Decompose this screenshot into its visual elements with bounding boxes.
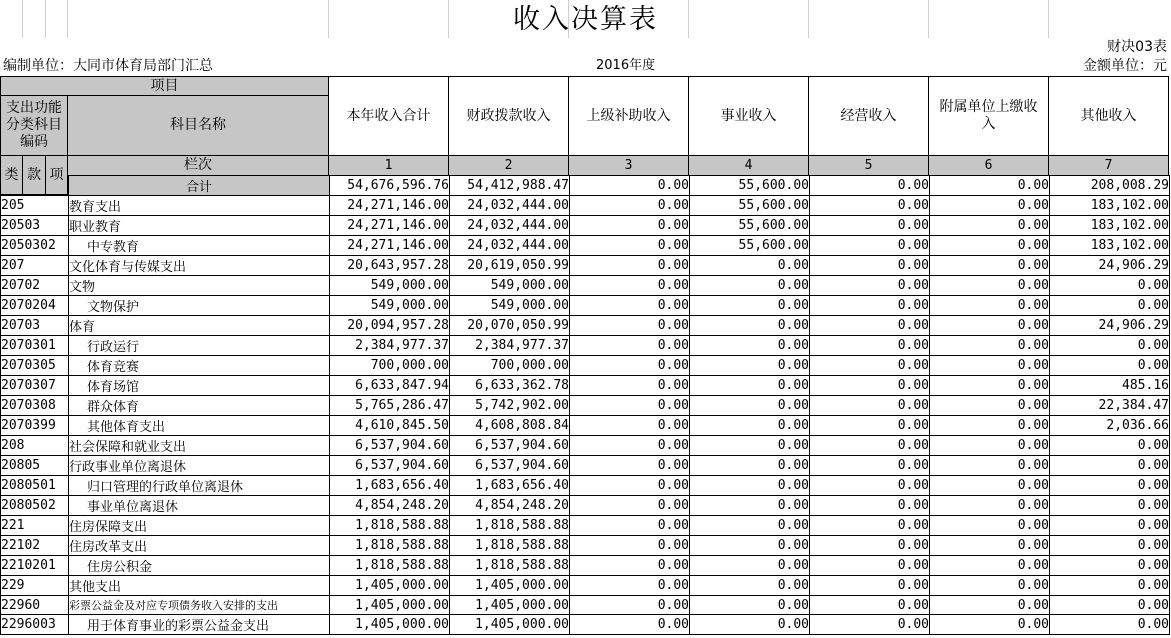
amount-cell: 0.00 [930, 456, 1050, 476]
amount-cell: 0.00 [930, 516, 1050, 536]
amount-cell: 2,036.66 [1050, 416, 1170, 436]
subject-name: 住房公积金 [69, 556, 330, 576]
subject-code: 207 [1, 256, 69, 276]
amount-cell: 0.00 [570, 376, 690, 396]
amount-cell: 0.00 [570, 476, 690, 496]
amount-cell: 1,683,656.40 [330, 476, 450, 496]
amount-cell: 0.00 [690, 256, 810, 276]
table-row [1, 316, 1170, 336]
amount-cell: 0.00 [810, 556, 930, 576]
amount-cell: 0.00 [570, 356, 690, 376]
amount-cell: 0.00 [930, 416, 1050, 436]
amount-cell: 0.00 [570, 496, 690, 516]
table-row [1, 356, 1170, 376]
total-label: 合计 [69, 176, 330, 196]
amount-cell: 1,818,588.88 [330, 516, 450, 536]
amount-cell: 0.00 [930, 336, 1050, 356]
amount-cell: 0.00 [810, 615, 930, 635]
amount-cell: 22,384.47 [1050, 396, 1170, 416]
amount-cell: 24,032,444.00 [450, 236, 570, 256]
amount-cell: 1,405,000.00 [330, 576, 450, 596]
table-code: 财决03表 [1107, 39, 1167, 55]
header-col-total-income: 本年收入合计 [328, 76, 449, 156]
amount-cell: 0.00 [570, 615, 690, 635]
header-item: 项目 [0, 76, 329, 96]
total-row [1, 176, 1170, 196]
amount-cell: 55,600.00 [690, 196, 810, 216]
amount-cell: 5,742,902.00 [450, 396, 570, 416]
amount-cell: 0.00 [810, 336, 930, 356]
col-number: 4 [688, 155, 809, 176]
subject-name: 事业单位离退休 [69, 496, 330, 516]
subject-name: 归口管理的行政单位离退休 [69, 476, 330, 496]
amount-cell: 24,906.29 [1050, 256, 1170, 276]
amount-cell: 0.00 [930, 216, 1050, 236]
table-row [1, 536, 1170, 556]
subject-name: 体育竞赛 [69, 356, 330, 376]
subject-name: 体育场馆 [69, 376, 330, 396]
table-row [1, 396, 1170, 416]
amount-cell: 0.00 [570, 576, 690, 596]
amount-cell: 6,537,904.60 [330, 456, 450, 476]
amount-cell: 1,818,588.88 [330, 536, 450, 556]
subject-code: 20805 [1, 456, 69, 476]
col-number: 3 [568, 155, 689, 176]
amount-cell: 0.00 [1050, 615, 1170, 635]
amount-cell: 0.00 [810, 576, 930, 596]
amount-cell: 0.00 [690, 416, 810, 436]
amount-cell: 0.00 [1050, 536, 1170, 556]
amount-cell: 0.00 [690, 536, 810, 556]
header-col-other-income: 其他收入 [1048, 76, 1169, 156]
table-row [1, 615, 1170, 635]
amount-cell: 0.00 [930, 256, 1050, 276]
amount-cell: 6,537,904.60 [330, 436, 450, 456]
table-row [1, 496, 1170, 516]
amount-cell: 0.00 [1050, 276, 1170, 296]
fiscal-year: 2016年度 [596, 58, 656, 73]
amount-cell: 0.00 [930, 476, 1050, 496]
subject-code: 2070399 [1, 416, 69, 436]
amount-cell: 0.00 [690, 316, 810, 336]
amount-cell: 700,000.00 [330, 356, 450, 376]
subject-name: 体育 [69, 316, 330, 336]
table-row [1, 456, 1170, 476]
amount-cell: 0.00 [930, 396, 1050, 416]
amount-cell: 0.00 [930, 556, 1050, 576]
amount-cell: 0.00 [810, 456, 930, 476]
table-row [1, 556, 1170, 576]
amount-cell: 1,818,588.88 [450, 556, 570, 576]
subject-code: 208 [1, 436, 69, 456]
subject-name: 行政运行 [69, 336, 330, 356]
amount-cell: 0.00 [690, 376, 810, 396]
col-number: 7 [1048, 155, 1169, 176]
amount-cell: 0.00 [810, 396, 930, 416]
table-row [1, 336, 1170, 356]
amount-cell: 0.00 [690, 596, 810, 615]
amount-cell: 2,384,977.37 [330, 336, 450, 356]
amount-cell: 0.00 [810, 376, 930, 396]
amount-cell: 0.00 [930, 596, 1050, 615]
amount-cell: 1,405,000.00 [450, 576, 570, 596]
table-row [1, 596, 1170, 615]
amount-cell: 0.00 [810, 236, 930, 256]
amount-cell: 0.00 [570, 296, 690, 316]
subject-code: 2070301 [1, 336, 69, 356]
amount-cell: 0.00 [690, 336, 810, 356]
amount-cell: 0.00 [930, 615, 1050, 635]
amount-cell: 0.00 [570, 316, 690, 336]
table-row [1, 296, 1170, 316]
amount-cell: 0.00 [690, 496, 810, 516]
subject-name: 社会保障和就业支出 [69, 436, 330, 456]
table-row [1, 436, 1170, 456]
header-col-superior-subsidy: 上级补助收入 [568, 76, 689, 156]
subject-name: 文化体育与传媒支出 [69, 256, 330, 276]
amount-cell: 0.00 [930, 496, 1050, 516]
spacer-cell [1, 176, 69, 196]
amount-cell: 0.00 [810, 276, 930, 296]
col-number: 5 [808, 155, 929, 176]
subject-code: 20703 [1, 316, 69, 336]
subject-name: 住房保障支出 [69, 516, 330, 536]
amount-cell: 0.00 [810, 296, 930, 316]
subject-code: 22102 [1, 536, 69, 556]
subject-name: 住房改革支出 [69, 536, 330, 556]
table-row [1, 216, 1170, 236]
amount-cell: 0.00 [570, 516, 690, 536]
subject-code: 2070308 [1, 396, 69, 416]
amount-cell: 4,610,845.50 [330, 416, 450, 436]
amount-cell: 1,405,000.00 [450, 596, 570, 615]
amount-cell: 0.00 [1050, 456, 1170, 476]
amount-cell: 0.00 [570, 596, 690, 615]
amount-cell: 1,818,588.88 [450, 516, 570, 536]
page-title: 收入决算表 [513, 4, 658, 35]
amount-cell: 6,537,904.60 [450, 456, 570, 476]
amount-cell: 0.00 [1050, 436, 1170, 456]
header-col-business-income: 事业收入 [688, 76, 809, 156]
money-unit: 金额单位：元 [1083, 58, 1167, 74]
subject-code: 229 [1, 576, 69, 596]
col-number: 1 [328, 155, 449, 176]
total-value: 55,600.00 [690, 176, 810, 196]
subject-code: 2080502 [1, 496, 69, 516]
amount-cell: 1,405,000.00 [330, 615, 450, 635]
amount-cell: 0.00 [930, 296, 1050, 316]
subject-code: 2050302 [1, 236, 69, 256]
amount-cell: 0.00 [810, 476, 930, 496]
total-value: 54,676,596.76 [330, 176, 450, 196]
amount-cell: 24,271,146.00 [330, 236, 450, 256]
subject-code: 2070307 [1, 376, 69, 396]
subject-code: 20503 [1, 216, 69, 236]
amount-cell: 0.00 [810, 196, 930, 216]
subject-name: 其他体育支出 [69, 416, 330, 436]
amount-cell: 0.00 [690, 556, 810, 576]
amount-cell: 0.00 [930, 436, 1050, 456]
amount-cell: 0.00 [810, 356, 930, 376]
amount-cell: 1,818,588.88 [450, 536, 570, 556]
amount-cell: 0.00 [1050, 336, 1170, 356]
amount-cell: 0.00 [570, 456, 690, 476]
amount-cell: 0.00 [690, 516, 810, 536]
amount-cell: 20,643,957.28 [330, 256, 450, 276]
amount-cell: 0.00 [570, 236, 690, 256]
total-value: 54,412,988.47 [450, 176, 570, 196]
amount-cell: 549,000.00 [450, 276, 570, 296]
amount-cell: 0.00 [930, 316, 1050, 336]
subject-code: 2080501 [1, 476, 69, 496]
header-col-fiscal-allocation: 财政拨款收入 [448, 76, 569, 156]
income-table [0, 175, 1170, 635]
amount-cell: 549,000.00 [450, 296, 570, 316]
amount-cell: 183,102.00 [1050, 196, 1170, 216]
amount-cell: 1,683,656.40 [450, 476, 570, 496]
amount-cell: 0.00 [570, 416, 690, 436]
amount-cell: 5,765,286.47 [330, 396, 450, 416]
subject-name: 用于体育事业的彩票公益金支出 [69, 615, 330, 635]
table-row [1, 256, 1170, 276]
amount-cell: 485.16 [1050, 376, 1170, 396]
subject-name: 职业教育 [69, 216, 330, 236]
total-value: 208,008.29 [1050, 176, 1170, 196]
amount-cell: 2,384,977.37 [450, 336, 570, 356]
amount-cell: 0.00 [570, 436, 690, 456]
amount-cell: 24,271,146.00 [330, 196, 450, 216]
amount-cell: 0.00 [570, 536, 690, 556]
header-col-seq: 栏次 [67, 155, 329, 176]
amount-cell: 0.00 [690, 615, 810, 635]
total-value: 0.00 [930, 176, 1050, 196]
subject-code: 2070204 [1, 296, 69, 316]
subject-name: 中专教育 [69, 236, 330, 256]
amount-cell: 0.00 [1050, 576, 1170, 596]
amount-cell: 0.00 [690, 576, 810, 596]
amount-cell: 0.00 [690, 436, 810, 456]
table-row [1, 516, 1170, 536]
amount-cell: 4,608,808.84 [450, 416, 570, 436]
col-number: 6 [928, 155, 1049, 176]
amount-cell: 0.00 [570, 556, 690, 576]
reporting-unit: 编制单位：大同市体育局部门汇总 [3, 58, 213, 74]
amount-cell: 0.00 [810, 256, 930, 276]
amount-cell: 0.00 [810, 496, 930, 516]
amount-cell: 0.00 [690, 476, 810, 496]
subject-name: 群众体育 [69, 396, 330, 416]
amount-cell: 0.00 [570, 276, 690, 296]
amount-cell: 1,405,000.00 [450, 615, 570, 635]
amount-cell: 0.00 [1050, 476, 1170, 496]
amount-cell: 0.00 [690, 356, 810, 376]
amount-cell: 4,854,248.20 [330, 496, 450, 516]
amount-cell: 0.00 [1050, 356, 1170, 376]
amount-cell: 20,619,050.99 [450, 256, 570, 276]
amount-cell: 549,000.00 [330, 276, 450, 296]
table-body [1, 176, 1170, 635]
subject-code: 2070305 [1, 356, 69, 376]
amount-cell: 0.00 [690, 456, 810, 476]
amount-cell: 0.00 [1050, 496, 1170, 516]
subject-code: 205 [1, 196, 69, 216]
amount-cell: 0.00 [690, 296, 810, 316]
amount-cell: 20,094,957.28 [330, 316, 450, 336]
col-number: 2 [448, 155, 569, 176]
amount-cell: 6,633,362.78 [450, 376, 570, 396]
amount-cell: 1,405,000.00 [330, 596, 450, 615]
table-row [1, 236, 1170, 256]
header-func-code: 支出功能分类科目编码 [0, 95, 68, 156]
header-kuan: 款 [22, 155, 46, 195]
amount-cell: 0.00 [810, 436, 930, 456]
table-row [1, 376, 1170, 396]
header-col-operating-income: 经营收入 [808, 76, 929, 156]
total-value: 0.00 [570, 176, 690, 196]
subject-name: 教育支出 [69, 196, 330, 216]
amount-cell: 20,070,050.99 [450, 316, 570, 336]
amount-cell: 549,000.00 [330, 296, 450, 316]
subject-name: 文物保护 [69, 296, 330, 316]
amount-cell: 0.00 [930, 576, 1050, 596]
subject-name: 其他支出 [69, 576, 330, 596]
amount-cell: 0.00 [930, 536, 1050, 556]
amount-cell: 0.00 [810, 216, 930, 236]
amount-cell: 183,102.00 [1050, 236, 1170, 256]
amount-cell: 1,818,588.88 [330, 556, 450, 576]
amount-cell: 24,906.29 [1050, 316, 1170, 336]
amount-cell: 24,271,146.00 [330, 216, 450, 236]
amount-cell: 0.00 [690, 276, 810, 296]
table-row [1, 576, 1170, 596]
amount-cell: 0.00 [930, 236, 1050, 256]
amount-cell: 0.00 [930, 276, 1050, 296]
amount-cell: 4,854,248.20 [450, 496, 570, 516]
amount-cell: 0.00 [570, 336, 690, 356]
amount-cell: 0.00 [810, 316, 930, 336]
header-xiang: 项 [45, 155, 68, 195]
amount-cell: 0.00 [930, 196, 1050, 216]
amount-cell: 0.00 [1050, 596, 1170, 615]
amount-cell: 700,000.00 [450, 356, 570, 376]
amount-cell: 0.00 [930, 376, 1050, 396]
subject-name: 彩票公益金及对应专项债务收入安排的支出 [69, 596, 330, 615]
amount-cell: 0.00 [810, 596, 930, 615]
amount-cell: 0.00 [570, 256, 690, 276]
table-row [1, 276, 1170, 296]
subject-name: 文物 [69, 276, 330, 296]
amount-cell: 6,537,904.60 [450, 436, 570, 456]
table-row [1, 416, 1170, 436]
amount-cell: 0.00 [1050, 516, 1170, 536]
amount-cell: 0.00 [810, 536, 930, 556]
amount-cell: 183,102.00 [1050, 216, 1170, 236]
subject-name: 行政事业单位离退休 [69, 456, 330, 476]
header-col-affiliate-income: 附属单位上缴收入 [928, 76, 1049, 156]
amount-cell: 55,600.00 [690, 236, 810, 256]
subject-code: 2210201 [1, 556, 69, 576]
total-value: 0.00 [810, 176, 930, 196]
subject-code: 2296003 [1, 615, 69, 635]
amount-cell: 55,600.00 [690, 216, 810, 236]
amount-cell: 0.00 [570, 396, 690, 416]
amount-cell: 0.00 [570, 216, 690, 236]
amount-cell: 24,032,444.00 [450, 196, 570, 216]
amount-cell: 24,032,444.00 [450, 216, 570, 236]
amount-cell: 0.00 [1050, 556, 1170, 576]
table-row [1, 196, 1170, 216]
subject-code: 22960 [1, 596, 69, 615]
header-lei: 类 [0, 155, 23, 195]
amount-cell: 6,633,847.94 [330, 376, 450, 396]
subject-code: 221 [1, 516, 69, 536]
amount-cell: 0.00 [810, 416, 930, 436]
header-subject-name: 科目名称 [67, 95, 329, 156]
amount-cell: 0.00 [570, 196, 690, 216]
amount-cell: 0.00 [930, 356, 1050, 376]
subject-code: 20702 [1, 276, 69, 296]
amount-cell: 0.00 [810, 516, 930, 536]
amount-cell: 0.00 [690, 396, 810, 416]
amount-cell: 0.00 [1050, 296, 1170, 316]
table-row [1, 476, 1170, 496]
